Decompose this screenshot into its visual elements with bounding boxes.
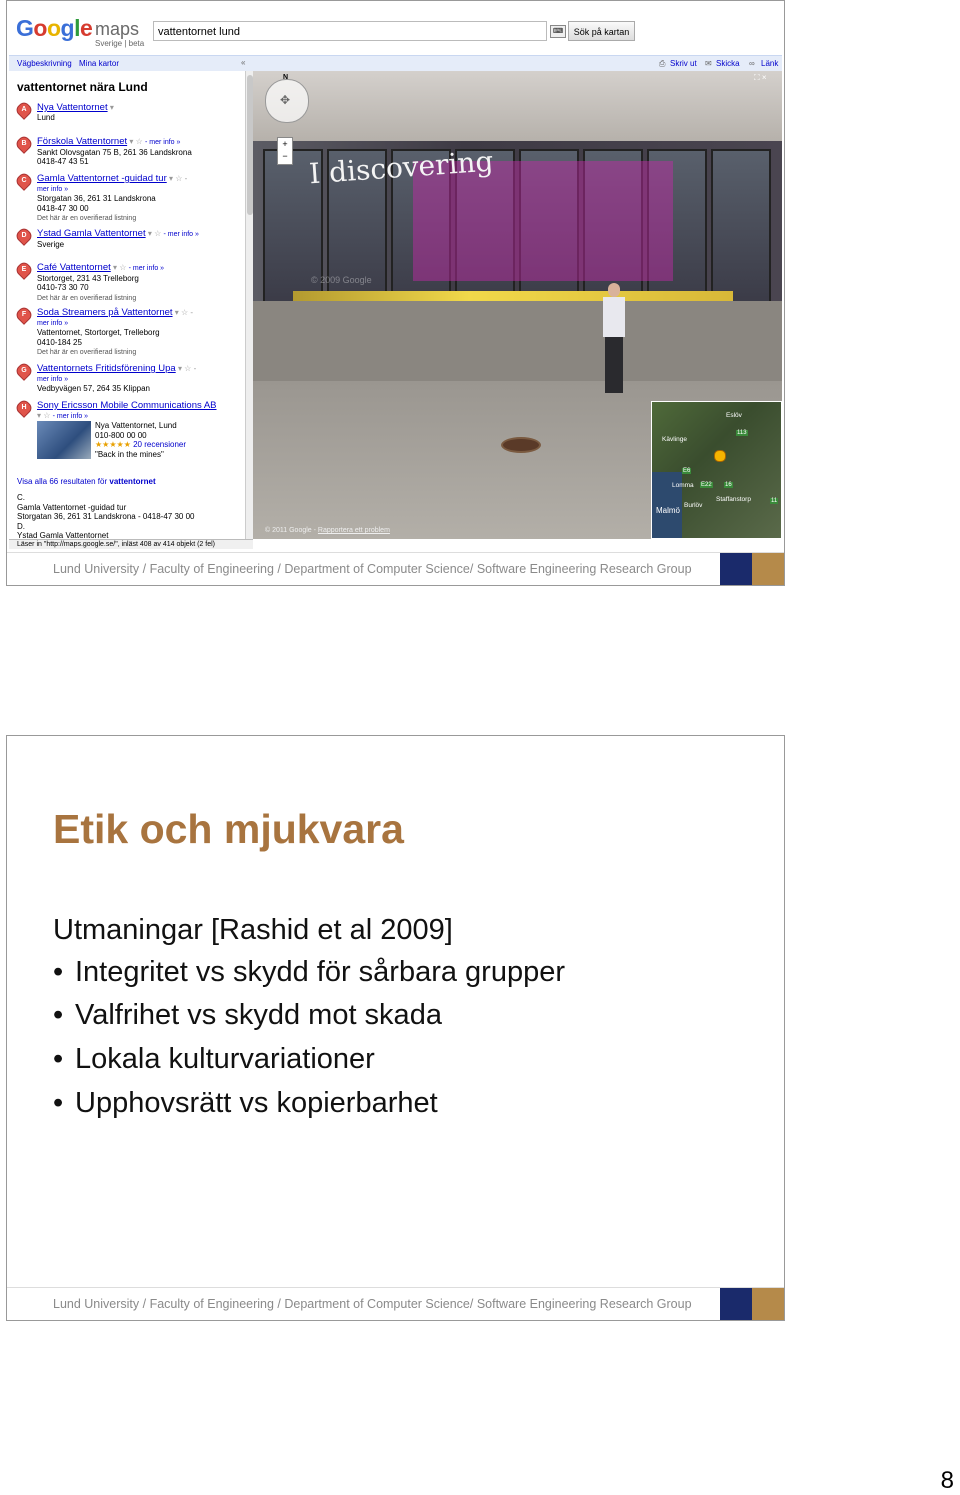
fullscreen-icon: ⛶ [754, 73, 760, 82]
footer-blue-block [720, 1288, 752, 1320]
compass-icon: ✥ [280, 93, 291, 107]
results-title: vattentornet nära Lund [17, 80, 148, 94]
maps-toolbar [9, 55, 782, 72]
result-name[interactable]: Soda Streamers på Vattentornet [37, 307, 173, 318]
result-name[interactable]: Nya Vattentornet [37, 102, 108, 113]
storefront-sign: I discovering [308, 144, 495, 191]
street-view-tools[interactable] [754, 73, 778, 85]
marker-icon: E [14, 260, 34, 280]
result-line: 0410-184 25 [37, 337, 82, 347]
status-bar: Läser in "http://maps.google.se/", inläst 408 av 414 objekt (2 fel) [9, 539, 253, 549]
result-line: Vattentornet, Stortorget, Trelleborg [37, 328, 160, 337]
marker-icon: A [14, 100, 34, 120]
slide-lead: Utmaningar [Rashid et al 2009] [53, 914, 453, 946]
google-maps-screenshot [9, 3, 782, 549]
collapse-panel-icon[interactable]: « [241, 58, 246, 67]
more-info-link[interactable]: mer info » [37, 319, 69, 327]
result-line: Sverige [37, 239, 65, 249]
result-line: Storgatan 36, 261 31 Landskrona [37, 194, 156, 203]
slide-title: Etik och mjukvara [53, 806, 404, 852]
print-icon: ⎙ [659, 59, 666, 68]
result-line: Stortorget, 231 43 Trelleborg [37, 273, 139, 283]
more-info-link[interactable]: mer info » [37, 185, 69, 193]
street-view-copyright: © 2011 Google - Rapportera ett problem [265, 527, 390, 534]
unverified-note: Det här är en overifierad listning [37, 349, 137, 356]
print-link[interactable]: Skriv ut [670, 59, 697, 68]
my-maps-link[interactable]: Mina kartor [79, 59, 120, 68]
zoom-in-icon: + [282, 139, 288, 149]
result-line: Lund [37, 112, 55, 122]
link-icon: ∞ [749, 59, 755, 68]
bullet-item: • Valfrihet vs skydd mot skada [53, 999, 442, 1031]
result-name[interactable]: Sony Ericsson Mobile Communications AB [37, 400, 217, 411]
footer-text: Lund University / Faculty of Engineering / Department of Computer Science/ Software Engineering Research Group [53, 562, 692, 576]
result-line: 010-800 00 00 [95, 430, 147, 440]
keyboard-icon[interactable]: ⌨ [550, 25, 566, 38]
result-line: Vedbyvägen 57, 264 35 Klippan [37, 384, 150, 393]
slide-2 [6, 735, 785, 1321]
unverified-note: Det här är en overifierad listning [37, 294, 137, 302]
link-link[interactable]: Länk [761, 59, 779, 68]
unverified-note: Det här är en overifierad listning [37, 215, 137, 222]
result-line: Sankt Olovsgatan 75 B, 261 36 Landskrona [37, 147, 192, 157]
result-name[interactable]: Vattentornets Fritidsförening Upa [37, 363, 176, 374]
report-problem-link[interactable]: Rapportera ett problem [317, 527, 390, 534]
result-name[interactable]: Café Vattentornet [37, 262, 111, 273]
logo-subtitle: Sverige | beta [95, 39, 145, 48]
slide-footer [7, 552, 784, 585]
maps-logo-text: maps [95, 19, 140, 39]
more-info-link[interactable]: - mer info » [52, 412, 89, 420]
result-name[interactable]: Ystad Gamla Vattentornet [37, 228, 146, 239]
place-photo[interactable] [37, 421, 91, 459]
send-link[interactable]: Skicka [716, 59, 740, 68]
result-name[interactable]: Förskola Vattentornet [37, 136, 128, 147]
google-logo[interactable]: Google [16, 15, 93, 41]
mail-icon: ✉ [705, 59, 712, 68]
marker-icon: B [14, 134, 34, 154]
search-button[interactable]: Sök på kartan [568, 21, 635, 41]
search-input[interactable]: vattentornet lund [153, 21, 547, 41]
review-quote: "Back in the mines" [95, 449, 164, 459]
bullet-item: • Integritet vs skydd för sårbara grupper [53, 956, 566, 988]
slide-1 [6, 0, 785, 586]
inset-map[interactable]: Eslöv Kävlinge Lomma Malmö Staffanstorp Burlöv 113 E6 E22 16 11 [651, 401, 782, 539]
directions-link[interactable]: Vägbeskrivning [17, 59, 72, 68]
selected-results: C. Gamla Vattentornet -guidad tur Storgatan 36, 261 31 Landskrona - 0418-47 30 00 D. Ystad Gamla Vattentornet [17, 493, 195, 539]
bullet-item: • Lokala kulturvariationer [53, 1043, 375, 1075]
page-number: 8 [940, 1467, 954, 1494]
maps-header [9, 3, 782, 55]
marker-icon: H [14, 398, 34, 418]
close-icon: × [761, 73, 767, 82]
result-line: 0410-73 30 70 [37, 283, 89, 292]
street-view[interactable] [253, 71, 782, 539]
result-line: 0418-47 43 51 [37, 157, 89, 166]
zoom-control[interactable] [277, 137, 293, 165]
slide-footer [7, 1287, 784, 1320]
results-panel: vattentornet nära Lund A Nya Vattentornet ▾ Lund B Förskola Vattentornet ▾ ☆ - mer info » Sankt Olovsgatan 75 B, 261 36 Landskrona 0418-47 43 51 C Gamla Vattentornet -guidad tur ▾ ☆ - mer info » Storgatan 36, 261 31 Landskrona 0418-47 30 00 Det här är en overifierad listning D Ystad Gamla Vattentornet ▾ ☆ - mer info » Sverige E Café Vattentornet ▾ ☆ - mer info » Stortorget, 231 43 Trelleborg 0410-73 30 70 Det här är en overifierad listning F Soda Streamers på Vattentornet ▾ ☆ - mer info » Vattentornet, Stortorget, Trelleborg 0410-184 25 Det här är en overifierad listning G Vattentornets Fritidsförening Upa ▾ ☆ - mer info » Vedbyvägen 57, 264 35 Klippan H Sony Ericsson Mobile Communications AB ▾ ☆ - mer info » Nya Vattentornet, Lund 010-800 00 00 ★★★★★ 20 recensioner "Back in the mines" Visa alla 66 resultaten för vattentornet C. Gamla Vattentornet -guidad tur Storgatan 36, 261 31 Landskrona - 0418-47 30 00 D. Ystad Gamla Vattentornet [9, 71, 245, 539]
pan-control[interactable]: N ✥ [265, 79, 309, 123]
location-pin-icon [714, 450, 726, 462]
zoom-out-icon: − [282, 151, 288, 161]
footer-gold-block [752, 553, 784, 585]
manhole [501, 437, 541, 453]
bullet-item: • Upphovsrätt vs kopierbarhet [53, 1087, 438, 1119]
footer-text: Lund University / Faculty of Engineering / Department of Computer Science/ Software Engineering Research Group [53, 1297, 692, 1311]
pedestrian [600, 283, 628, 393]
more-info-link[interactable]: - mer info » [145, 139, 181, 146]
reviews-link[interactable]: 20 recensioner [133, 440, 187, 449]
marker-icon: C [14, 171, 34, 191]
more-info-link[interactable]: - mer info » [128, 265, 165, 272]
marker-icon: D [14, 226, 34, 246]
watermark: © 2009 Google [311, 275, 372, 285]
footer-blue-block [720, 553, 752, 585]
show-all-results-link[interactable]: Visa alla 66 resultaten för vattentornet [17, 477, 156, 486]
result-line: 0418-47 30 00 [37, 203, 89, 213]
marker-icon: F [14, 305, 34, 325]
more-info-link[interactable]: mer info » [37, 375, 69, 383]
result-line: Nya Vattentornet, Lund [95, 421, 177, 430]
footer-gold-block [752, 1288, 784, 1320]
marker-icon: G [14, 361, 34, 381]
more-info-link[interactable]: - mer info » [163, 231, 199, 238]
rating-stars-icon: ★★★★★ [95, 440, 131, 449]
result-name[interactable]: Gamla Vattentornet -guidad tur [37, 173, 167, 184]
